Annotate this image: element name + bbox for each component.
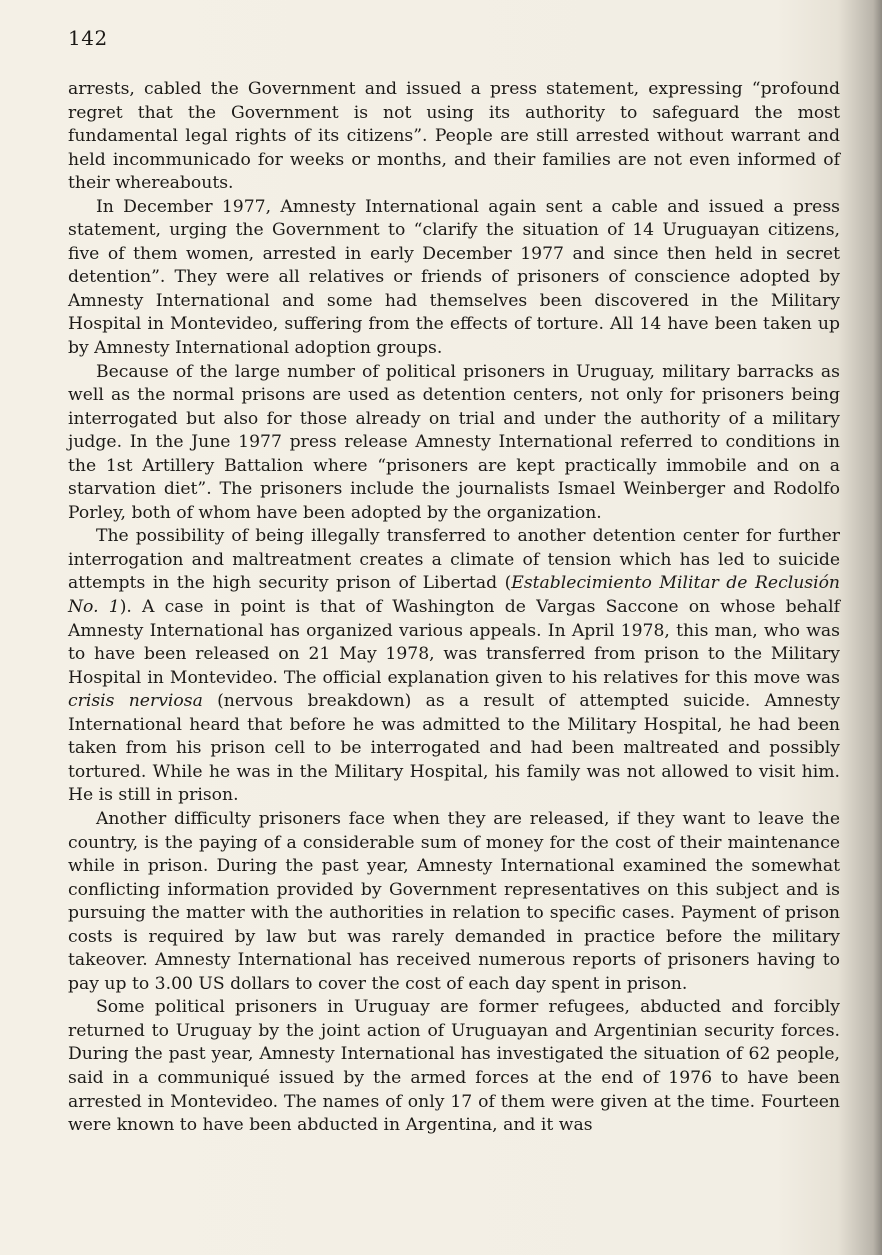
paragraph-text: arrests, cabled the Government and issued a press statement, expressing “profound regret that the Government is not using its authority to safeguard the most fundamental legal rights of its citizens”. People are still arrested without warrant and held incommunicado for weeks or months, and their families are not even informed of their whereabouts. (68, 79, 840, 194)
paragraph (68, 996, 840, 1137)
paragraph-text: Another difficulty prisoners face when they are released, if they want to leave the country, is the paying of a considerable sum of money for the cost of their maintenance while in prison. During the past year, Amnesty International examined the somewhat conflicting information provided by Government representatives on this subject and is pursuing the matter with the authorities in relation to specific cases. Payment of prison costs is required by law but was rarely demanded in practice before the military takeover. Amnesty International has received numerous reports of prisoners having to pay up to 3.00 US dollars to cover the cost of each day spent in prison. (68, 808, 840, 994)
paragraph (68, 196, 840, 361)
paragraph (68, 808, 840, 996)
paragraph (68, 361, 840, 526)
paragraph (68, 78, 840, 196)
italic-text: Establecimiento Militar de Reclusión No. 1 (68, 573, 840, 618)
paragraph-text: Because of the large number of political prisoners in Uruguay, military barracks as well as the normal prisons are used as detention centers, not only for prisoners being interrogated but also for those already on trial and under the authority of a military judge. In the June 1977 press release Amnesty International referred to conditions in the 1st Artillery Battalion where “prisoners are kept practically immobile and on a starvation diet”. The prisoners include the journalists Ismael Weinberger and Rodolfo Porley, both of whom have been adopted by the organization. (68, 361, 840, 523)
paragraph (68, 525, 840, 808)
italic-text: crisis nerviosa (68, 691, 203, 712)
paragraph-text: (nervous breakdown) as a result of attempted suicide. Amnesty International heard that before he was admitted to the Military Hospital, he had been taken from his prison cell to be interrogated and had been maltreated and possibly tortured. While he was in the Military Hospital, his family was not allowed to visit him. He is still in prison. (68, 691, 840, 806)
paragraph-text: Some political prisoners in Uruguay are former refugees, abducted and forcibly returned to Uruguay by the joint action of Uruguayan and Argentinian security forces. During the past year, Amnesty International has investigated the situation of 62 people, said in a communiqué issued by the armed forces at the end of 1976 to have been arrested in Montevideo. The names of only 17 of them were given at the time. Fourteen were known to have been abducted in Argentina, and it was (68, 997, 840, 1136)
paragraph-text: In December 1977, Amnesty International again sent a cable and issued a press statement, urging the Government to “clarify the situation of 14 Uruguayan citizens, five of them women, arrested in early December 1977 and since then held in secret detention”. They were all relatives or friends of prisoners of conscience adopted by Amnesty International and some had themselves been discovered in the Military Hospital in Montevideo, suffering from the effects of torture. All 14 have been taken up by Amnesty International adoption groups. (68, 196, 840, 359)
paragraph-text: ). A case in point is that of Washington de Vargas Saccone on whose behalf Amnesty International has organized various appeals. In April 1978, this man, who was to have been released on 21 May 1978, was transferred from prison to the Military Hospital in Montevideo. The official explanation given to his relatives for this move was (68, 597, 840, 688)
page-number: 142 (68, 26, 108, 50)
body-text (68, 78, 840, 1138)
paragraph-text: The possibility of being illegally transferred to another detention center for further interrogation and maltreatment creates a climate of tension which has led to suicide attempts in the high security prison of Libertad ( (68, 526, 840, 594)
